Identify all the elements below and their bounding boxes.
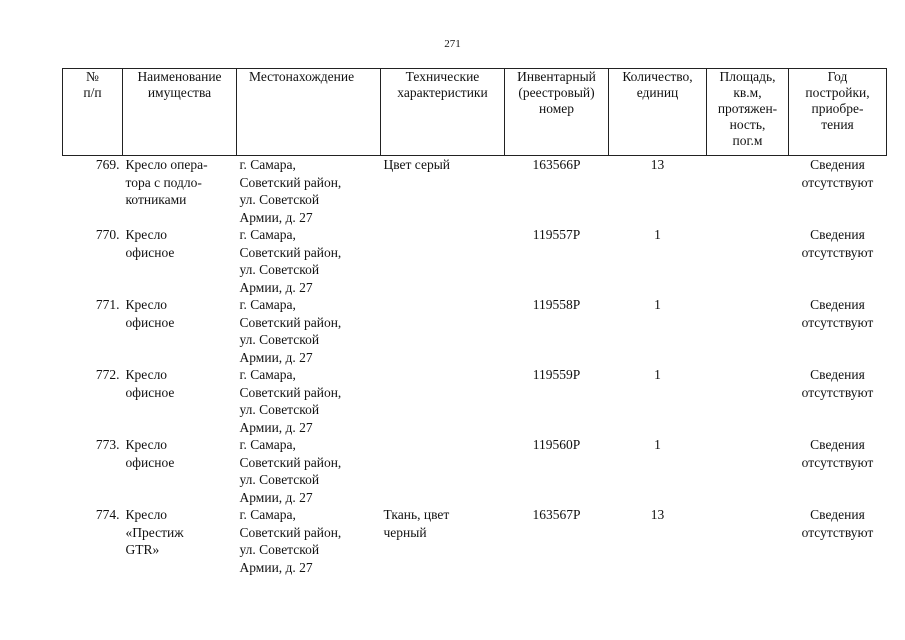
- table-header-row: [63, 69, 887, 156]
- cell-num: 771.: [95, 297, 120, 312]
- cell-inventory: 119560Р: [532, 437, 581, 452]
- page-number: 271: [444, 38, 461, 50]
- cell-num: 773.: [95, 437, 120, 452]
- cell-year: Сведения отсутствуют: [801, 507, 874, 540]
- cell-name: Кресло офисное: [125, 367, 175, 400]
- cell-quantity: 1: [654, 297, 661, 312]
- cell-inventory: 119557Р: [532, 227, 581, 242]
- cell-area: [707, 506, 789, 576]
- header-quantity: Количество, единиц: [609, 69, 707, 156]
- header-location: Местонахождение: [237, 69, 381, 156]
- cell-name: Кресло офисное: [125, 227, 175, 260]
- cell-year: Сведения отсутствуют: [801, 367, 874, 400]
- cell-name: Кресло офисное: [125, 297, 175, 330]
- cell-inventory: 119559Р: [532, 367, 581, 382]
- cell-quantity: 1: [654, 367, 661, 382]
- cell-num: 770.: [95, 227, 120, 242]
- cell-area: [707, 366, 789, 436]
- cell-area: [707, 436, 789, 506]
- cell-num: 774.: [95, 507, 120, 522]
- cell-quantity: 13: [650, 157, 665, 172]
- table-row: [63, 156, 887, 227]
- header-name: Наименование имущества: [123, 69, 237, 156]
- cell-year: Сведения отсутствуют: [801, 297, 874, 330]
- cell-inventory: 163567Р: [532, 507, 581, 522]
- cell-location: г. Самара, Советский район, ул. Советской Армии, д. 27: [239, 297, 342, 365]
- cell-num: 772.: [95, 367, 120, 382]
- cell-quantity: 1: [654, 437, 661, 452]
- cell-year: Сведения отсутствуют: [801, 157, 874, 190]
- cell-inventory: 119558Р: [532, 297, 581, 312]
- header-year: Год постройки, приобре- тения: [789, 69, 887, 156]
- table-row: [63, 506, 887, 576]
- cell-year: Сведения отсутствуют: [801, 437, 874, 470]
- cell-location: г. Самара, Советский район, ул. Советской Армии, д. 27: [239, 157, 342, 225]
- cell-inventory: 163566Р: [532, 157, 581, 172]
- cell-name: Кресло офисное: [125, 437, 175, 470]
- cell-tech: [381, 296, 505, 366]
- cell-name: Кресло опера- тора с подло- котниками: [125, 157, 208, 207]
- cell-location: г. Самара, Советский район, ул. Советской Армии, д. 27: [239, 227, 342, 295]
- cell-tech: Ткань, цвет черный: [383, 507, 450, 540]
- table-row: [63, 226, 887, 296]
- cell-quantity: 13: [650, 507, 665, 522]
- header-area: Площадь, кв.м, протяжен- ность, пог.м: [707, 69, 789, 156]
- cell-area: [707, 226, 789, 296]
- cell-area: [707, 296, 789, 366]
- table-row: [63, 436, 887, 506]
- cell-location: г. Самара, Советский район, ул. Советской Армии, д. 27: [239, 367, 342, 435]
- cell-year: Сведения отсутствуют: [801, 227, 874, 260]
- cell-quantity: 1: [654, 227, 661, 242]
- header-inventory: Инвентарный (реестровый) номер: [505, 69, 609, 156]
- table-row: [63, 296, 887, 366]
- cell-location: г. Самара, Советский район, ул. Советской Армии, д. 27: [239, 507, 342, 575]
- table-row: [63, 366, 887, 436]
- cell-name: Кресло «Престиж GTR»: [125, 507, 184, 557]
- cell-tech: [381, 436, 505, 506]
- property-registry-table: [62, 68, 887, 576]
- cell-area: [707, 156, 789, 227]
- cell-tech: [381, 366, 505, 436]
- cell-tech: Цвет серый: [383, 157, 451, 172]
- header-tech: Технические характеристики: [381, 69, 505, 156]
- cell-location: г. Самара, Советский район, ул. Советской Армии, д. 27: [239, 437, 342, 505]
- header-num: № п/п: [63, 69, 123, 156]
- cell-num: 769.: [95, 157, 120, 172]
- cell-tech: [381, 226, 505, 296]
